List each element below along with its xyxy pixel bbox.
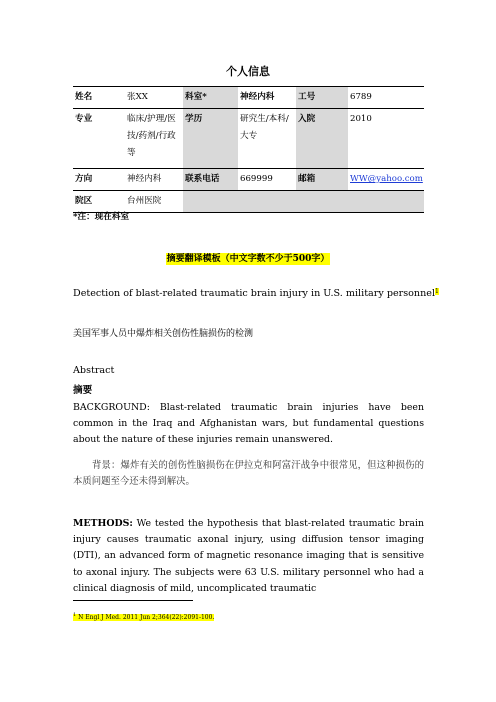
methods-paragraph	[73, 516, 424, 597]
table-cell: 院区	[73, 191, 125, 213]
background-translation: 背景：爆炸有关的创伤性脑损伤在伊拉克和阿富汗战争中很常见，但这种损伤的本质问题至今还未得到解决。	[73, 460, 424, 488]
abstract-heading-en: Abstract	[73, 365, 115, 376]
footnote-number: 1	[73, 612, 77, 618]
table-cell: 台州医院	[125, 191, 183, 213]
table-cell: 姓名	[73, 87, 125, 109]
methods-text: We tested the hypothesis that blast-related traumatic brain injury causes traumatic axonal injury, using diffusion tensor imaging (DTI), an advanced form of magnetic resonance imaging that is sensitive to axonal injury. The subjects were 63 U.S. military personnel who had a clinical diagnosis of mild, uncomplicated traumatic	[73, 518, 424, 594]
table-cell	[348, 191, 424, 213]
table-cell	[348, 169, 424, 191]
footnote-divider	[73, 600, 193, 601]
table-cell: 669999	[238, 169, 296, 191]
footnote-ref[interactable]: 1	[435, 288, 439, 295]
table-cell	[238, 191, 296, 213]
table-cell: 入院	[296, 109, 348, 169]
article-title-en	[73, 288, 439, 299]
template-title	[0, 251, 496, 264]
background-paragraph	[73, 400, 424, 449]
footnote	[73, 612, 214, 621]
table-cell: 神经内科	[238, 87, 296, 109]
table-cell: 学历	[183, 109, 238, 169]
table-cell: 研究生/本科/大专	[238, 109, 296, 169]
table-cell: 张XX	[125, 87, 183, 109]
table-cell	[183, 191, 238, 213]
template-title-text: 摘要翻译模板（中文字数不少于500字）	[166, 254, 330, 264]
table-cell: 方向	[73, 169, 125, 191]
table-row	[73, 87, 424, 109]
article-title-cn: 美国军事人员中爆炸相关创伤性脑损伤的检测	[73, 329, 254, 339]
table-row	[73, 169, 424, 191]
page-title: 个人信息	[226, 65, 270, 78]
footnote-citation: N Engl J Med. 2011 Jun 2;364(22):2091-100.	[78, 614, 215, 621]
table-cell: 专业	[73, 109, 125, 169]
table-cell: 科室*	[183, 87, 238, 109]
methods-label: METHODS:	[73, 518, 133, 529]
table-note: *注：现在科室	[73, 212, 130, 222]
footnote-text	[73, 614, 214, 621]
table-cell: 6789	[348, 87, 424, 109]
table-cell: 2010	[348, 109, 424, 169]
table-cell: 工号	[296, 87, 348, 109]
table-cell	[296, 191, 348, 213]
table-cell: 临床/护理/医技/药剂/行政等	[125, 109, 183, 169]
background-label: BACKGROUND:	[73, 402, 150, 413]
email-link[interactable]: WW@yahoo.com	[350, 174, 423, 184]
table-cell: 邮箱	[296, 169, 348, 191]
article-title-en-text: Detection of blast-related traumatic brain injury in U.S. military personnel	[73, 288, 436, 299]
table-row	[73, 109, 424, 169]
background-text: Blast-related traumatic brain injuries have been common in the Iraq and Afghanistan wars, but fundamental questions about the nature of these injuries remain unanswered.	[73, 402, 424, 446]
table-cell: 神经内科	[125, 169, 183, 191]
abstract-heading-cn: 摘要	[73, 385, 93, 396]
table-cell: 联系电话	[183, 169, 238, 191]
personal-info-table	[73, 86, 424, 213]
